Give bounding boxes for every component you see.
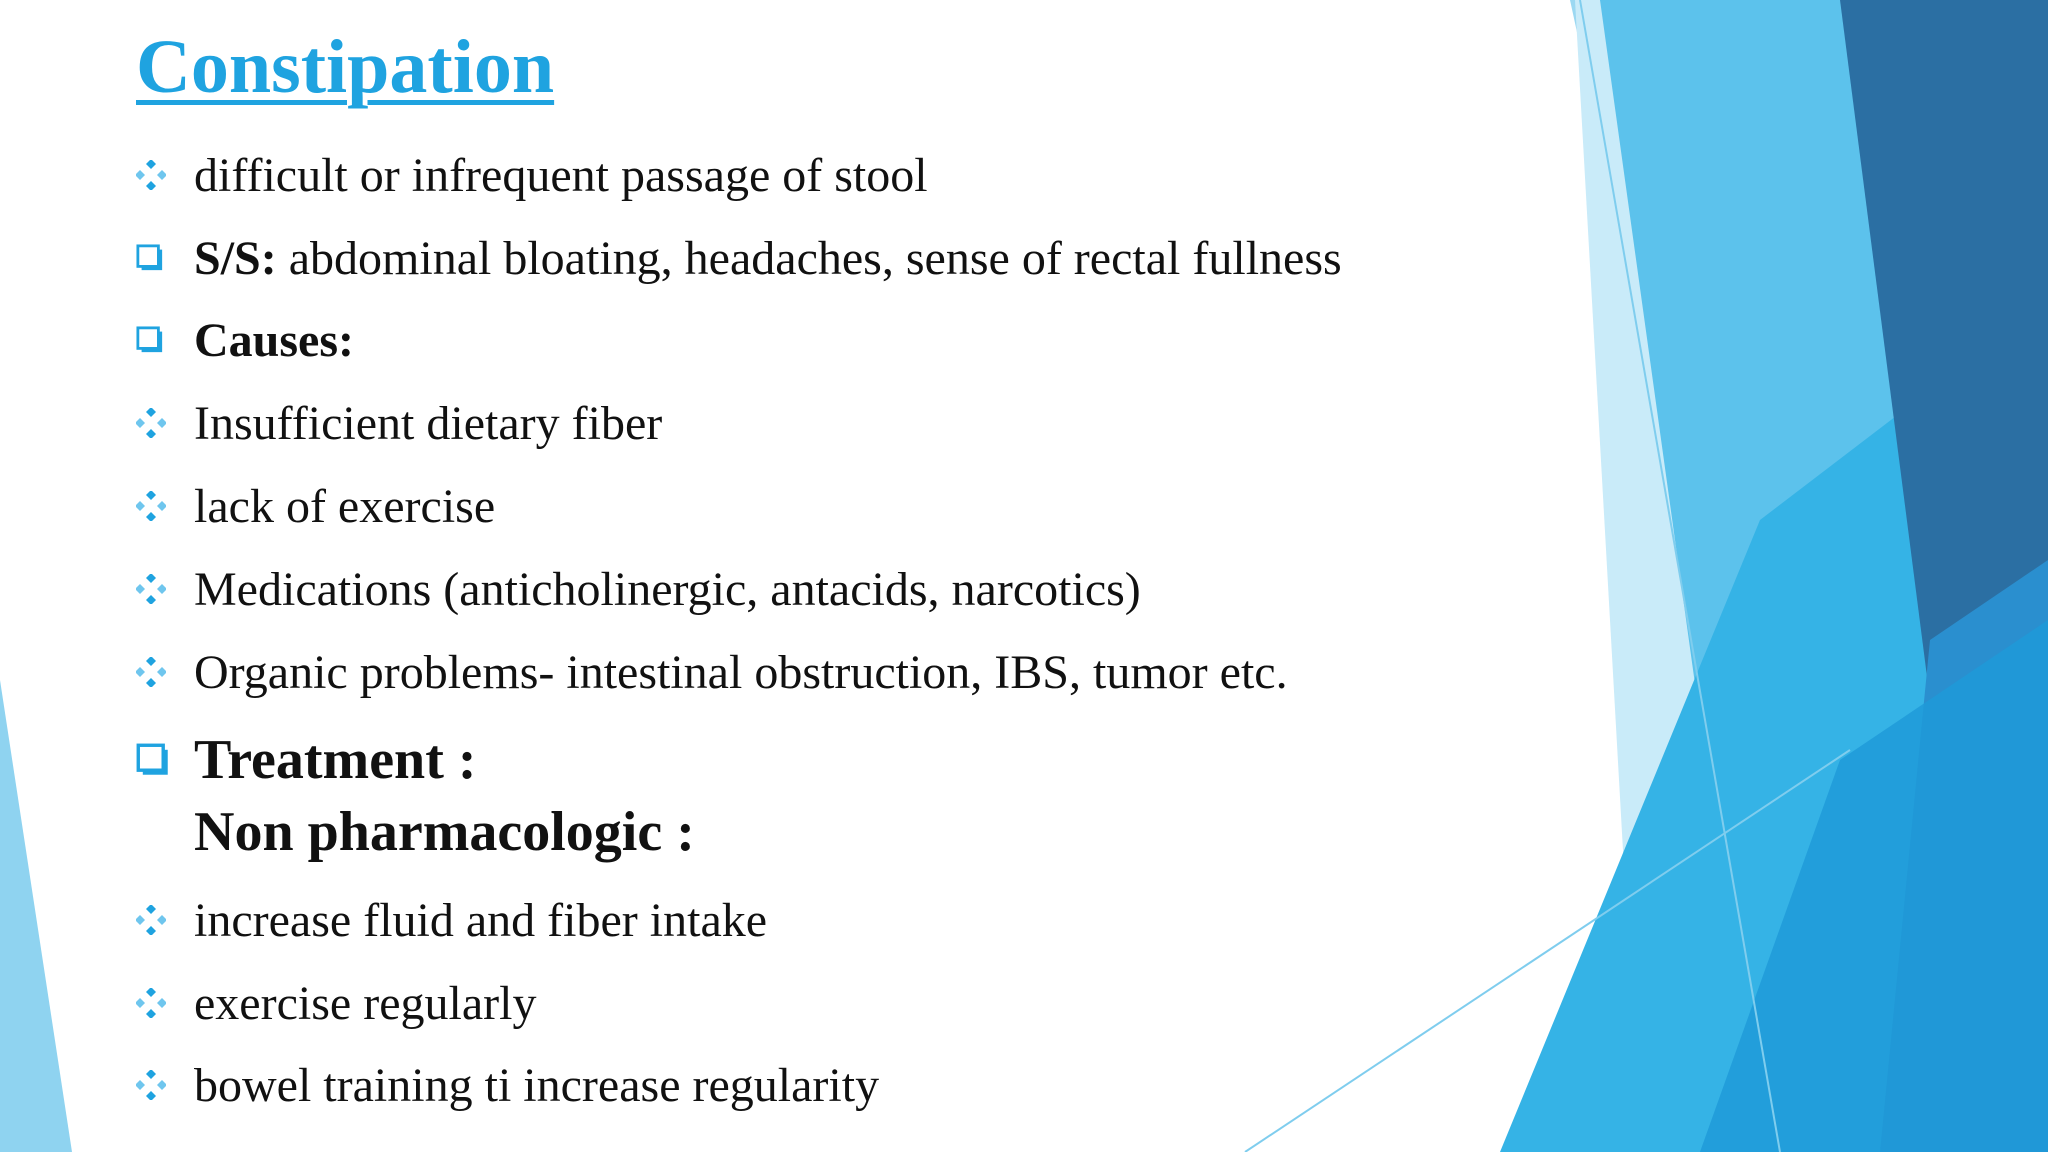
square-bullet-icon <box>136 244 164 272</box>
bullet-bold-text: Non pharmacologic <box>194 801 663 863</box>
square-bullet-marker <box>136 244 194 272</box>
slide-title: Constipation <box>136 25 555 109</box>
bullet-item <box>136 725 477 795</box>
diamond-bullet-icon <box>136 160 166 190</box>
bullet-text: increase fluid and fiber intake <box>194 893 768 947</box>
bullet-item <box>136 388 662 458</box>
bullet-item <box>136 968 536 1038</box>
bullet-bold-text: Causes: <box>194 313 355 367</box>
bullet-item <box>136 885 767 955</box>
bullet-item <box>136 140 928 210</box>
bullet-text: Insufficient dietary fiber <box>194 396 663 450</box>
square-bullet-icon <box>136 326 164 354</box>
bullet-text: abdominal bloating, headaches, sense of rectal fullness <box>276 231 1342 285</box>
diamond-bullet-marker <box>136 657 194 687</box>
bullet-text: Organic problems- intestinal obstruction, IBS, tumor etc. <box>194 645 1288 699</box>
diamond-bullet-icon <box>136 1070 166 1100</box>
diamond-bullet-marker <box>136 408 194 438</box>
bullet-bold-text: S/S: <box>194 231 277 285</box>
bullet-label <box>194 893 767 948</box>
bullet-text: : <box>662 801 695 863</box>
bullet-label <box>194 148 928 203</box>
diamond-bullet-marker <box>136 905 194 935</box>
diamond-bullet-marker <box>136 491 194 521</box>
diamond-bullet-marker <box>136 160 194 190</box>
bullet-text: exercise regularly <box>194 976 537 1030</box>
square-bullet-icon <box>136 743 170 777</box>
bullet-label <box>194 976 536 1031</box>
bullet-text: lack of exercise <box>194 479 496 533</box>
bullet-text: Medications (anticholinergic, antacids, narcotics) <box>194 562 1141 616</box>
bullet-label <box>194 313 354 368</box>
bullet-text: difficult or infrequent passage of stool <box>194 148 928 202</box>
bullet-continuation <box>194 797 695 867</box>
bullet-label <box>194 645 1288 700</box>
left-accent-shape <box>0 680 72 1152</box>
square-bullet-marker <box>136 326 194 354</box>
bullet-bold-text: Treatment : <box>194 729 477 791</box>
bullet-label <box>194 562 1141 617</box>
bullet-item <box>136 305 354 375</box>
diamond-bullet-icon <box>136 657 166 687</box>
diamond-bullet-marker <box>136 1070 194 1100</box>
diamond-bullet-icon <box>136 574 166 604</box>
bullet-item <box>136 637 1288 707</box>
bullet-label <box>194 728 477 792</box>
square-bullet-marker <box>136 743 194 777</box>
bullet-label <box>194 396 662 451</box>
diamond-bullet-icon <box>136 905 166 935</box>
bullet-item <box>136 223 1342 293</box>
bullet-item <box>136 554 1141 624</box>
bullet-item <box>136 471 495 541</box>
diamond-bullet-icon <box>136 988 166 1018</box>
diamond-bullet-icon <box>136 408 166 438</box>
bullet-label <box>194 479 495 534</box>
bullet-text: bowel training ti increase regularity <box>194 1058 880 1112</box>
bullet-label <box>194 1058 879 1113</box>
diamond-bullet-marker <box>136 574 194 604</box>
diamond-bullet-icon <box>136 491 166 521</box>
diamond-bullet-marker <box>136 988 194 1018</box>
bullet-label <box>194 231 1342 286</box>
bullet-item <box>136 1050 879 1120</box>
